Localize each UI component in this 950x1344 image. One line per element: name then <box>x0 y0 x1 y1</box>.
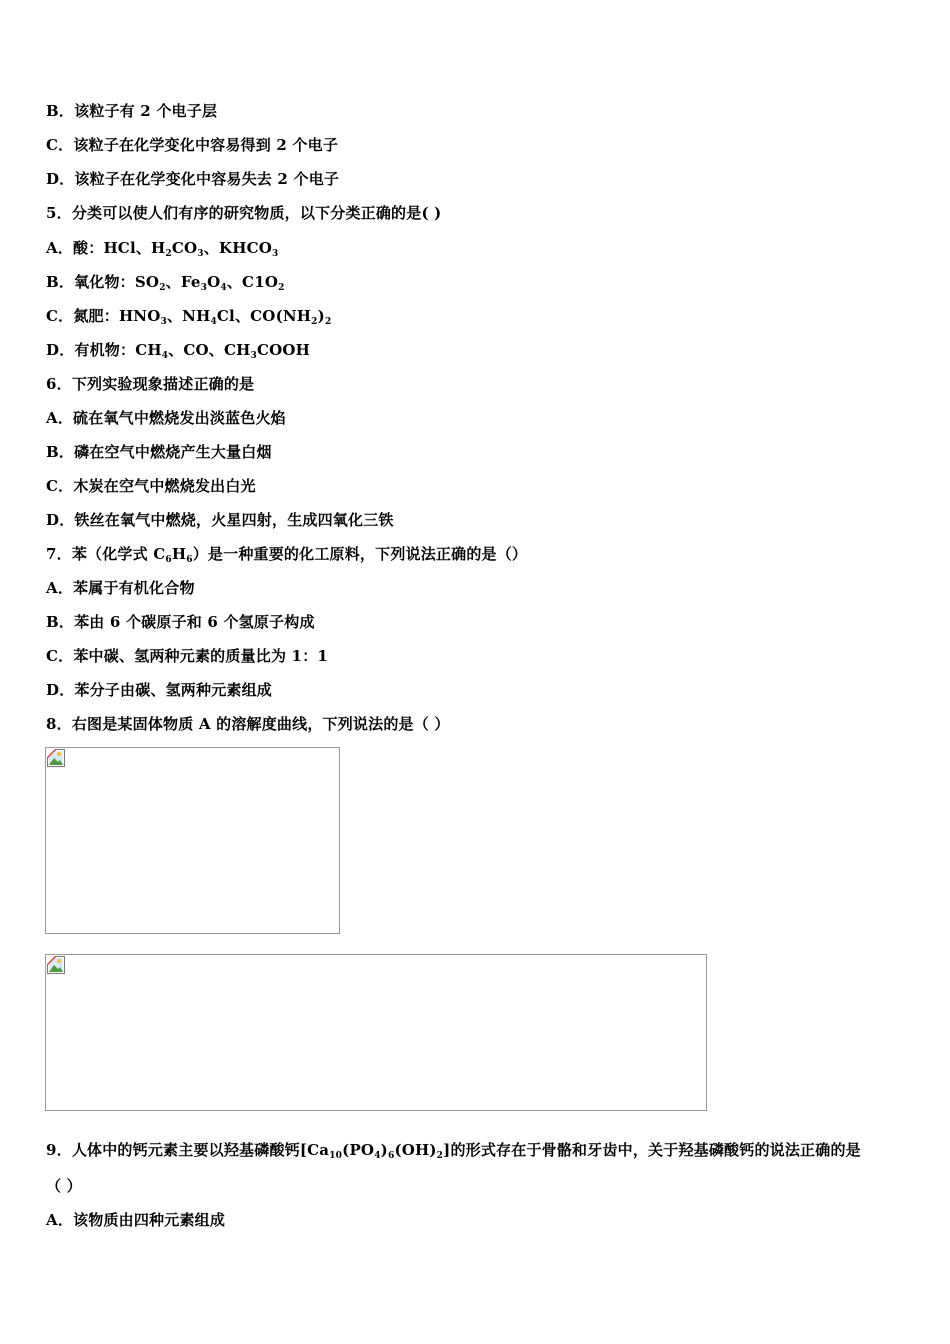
q7-option-c: C．苯中碳、氢两种元素的质量比为 1：1 <box>46 647 329 665</box>
q4-option-b: B．该粒子有 2 个电子层 <box>46 102 218 120</box>
q6-option-c: C．木炭在空气中燃烧发出白光 <box>46 477 256 495</box>
q5-stem: 5．分类可以使人们有序的研究物质，以下分类正确的是( ) <box>46 204 442 222</box>
q7-option-d: D．苯分子由碳、氢两种元素组成 <box>46 681 273 699</box>
q5-option-a: A．酸：HCl、$H_2CO_3$、$KHCO_3$ <box>46 239 279 259</box>
options-image <box>45 954 707 1111</box>
q6-option-a: A．硫在氧气中燃烧发出淡蓝色火焰 <box>46 409 286 427</box>
q7-option-b: B．苯由 6 个碳原子和 6 个氢原子构成 <box>46 613 315 631</box>
q9-stem: 9．人体中的钙元素主要以羟基磷酸钙$[Ca_{10}(PO_4)_6(OH)_2]$的形式存在于骨骼和牙齿中，关于羟基磷酸钙的说法正确的是 <box>46 1141 861 1161</box>
q6-stem: 6．下列实验现象描述正确的是 <box>46 375 255 393</box>
q4-option-d: D．该粒子在化学变化中容易失去 2 个电子 <box>46 170 340 188</box>
q5-option-d: D．有机物：$CH_4$、CO、$CH_3COOH$ <box>46 341 311 361</box>
q4-option-c: C．该粒子在化学变化中容易得到 2 个电子 <box>46 136 339 154</box>
q9-answer-paren: （ ） <box>46 1177 82 1195</box>
q7-stem: 7．苯（化学式 $C_6H_6$）是一种重要的化工原料，下列说法正确的是（） <box>46 545 528 565</box>
q6-option-b: B．磷在空气中燃烧产生大量白烟 <box>46 443 272 461</box>
broken-image-icon <box>47 956 65 974</box>
broken-image-icon <box>47 749 65 767</box>
solubility-curve-image <box>45 747 340 934</box>
q8-stem: 8．右图是某固体物质 A 的溶解度曲线，下列说法的是（ ） <box>46 715 450 733</box>
q5-option-c: C．氮肥：$HNO_3$、$NH_4Cl$、$CO(NH_2)_2$ <box>46 307 332 327</box>
q7-option-a: A．苯属于有机化合物 <box>46 579 195 597</box>
q5-option-b: B．氧化物：$SO_2$、$Fe_3O_4$、$C1O_2$ <box>46 273 285 293</box>
q6-option-d: D．铁丝在氧气中燃烧，火星四射，生成四氧化三铁 <box>46 511 394 529</box>
q9-option-a: A．该物质由四种元素组成 <box>46 1211 226 1229</box>
